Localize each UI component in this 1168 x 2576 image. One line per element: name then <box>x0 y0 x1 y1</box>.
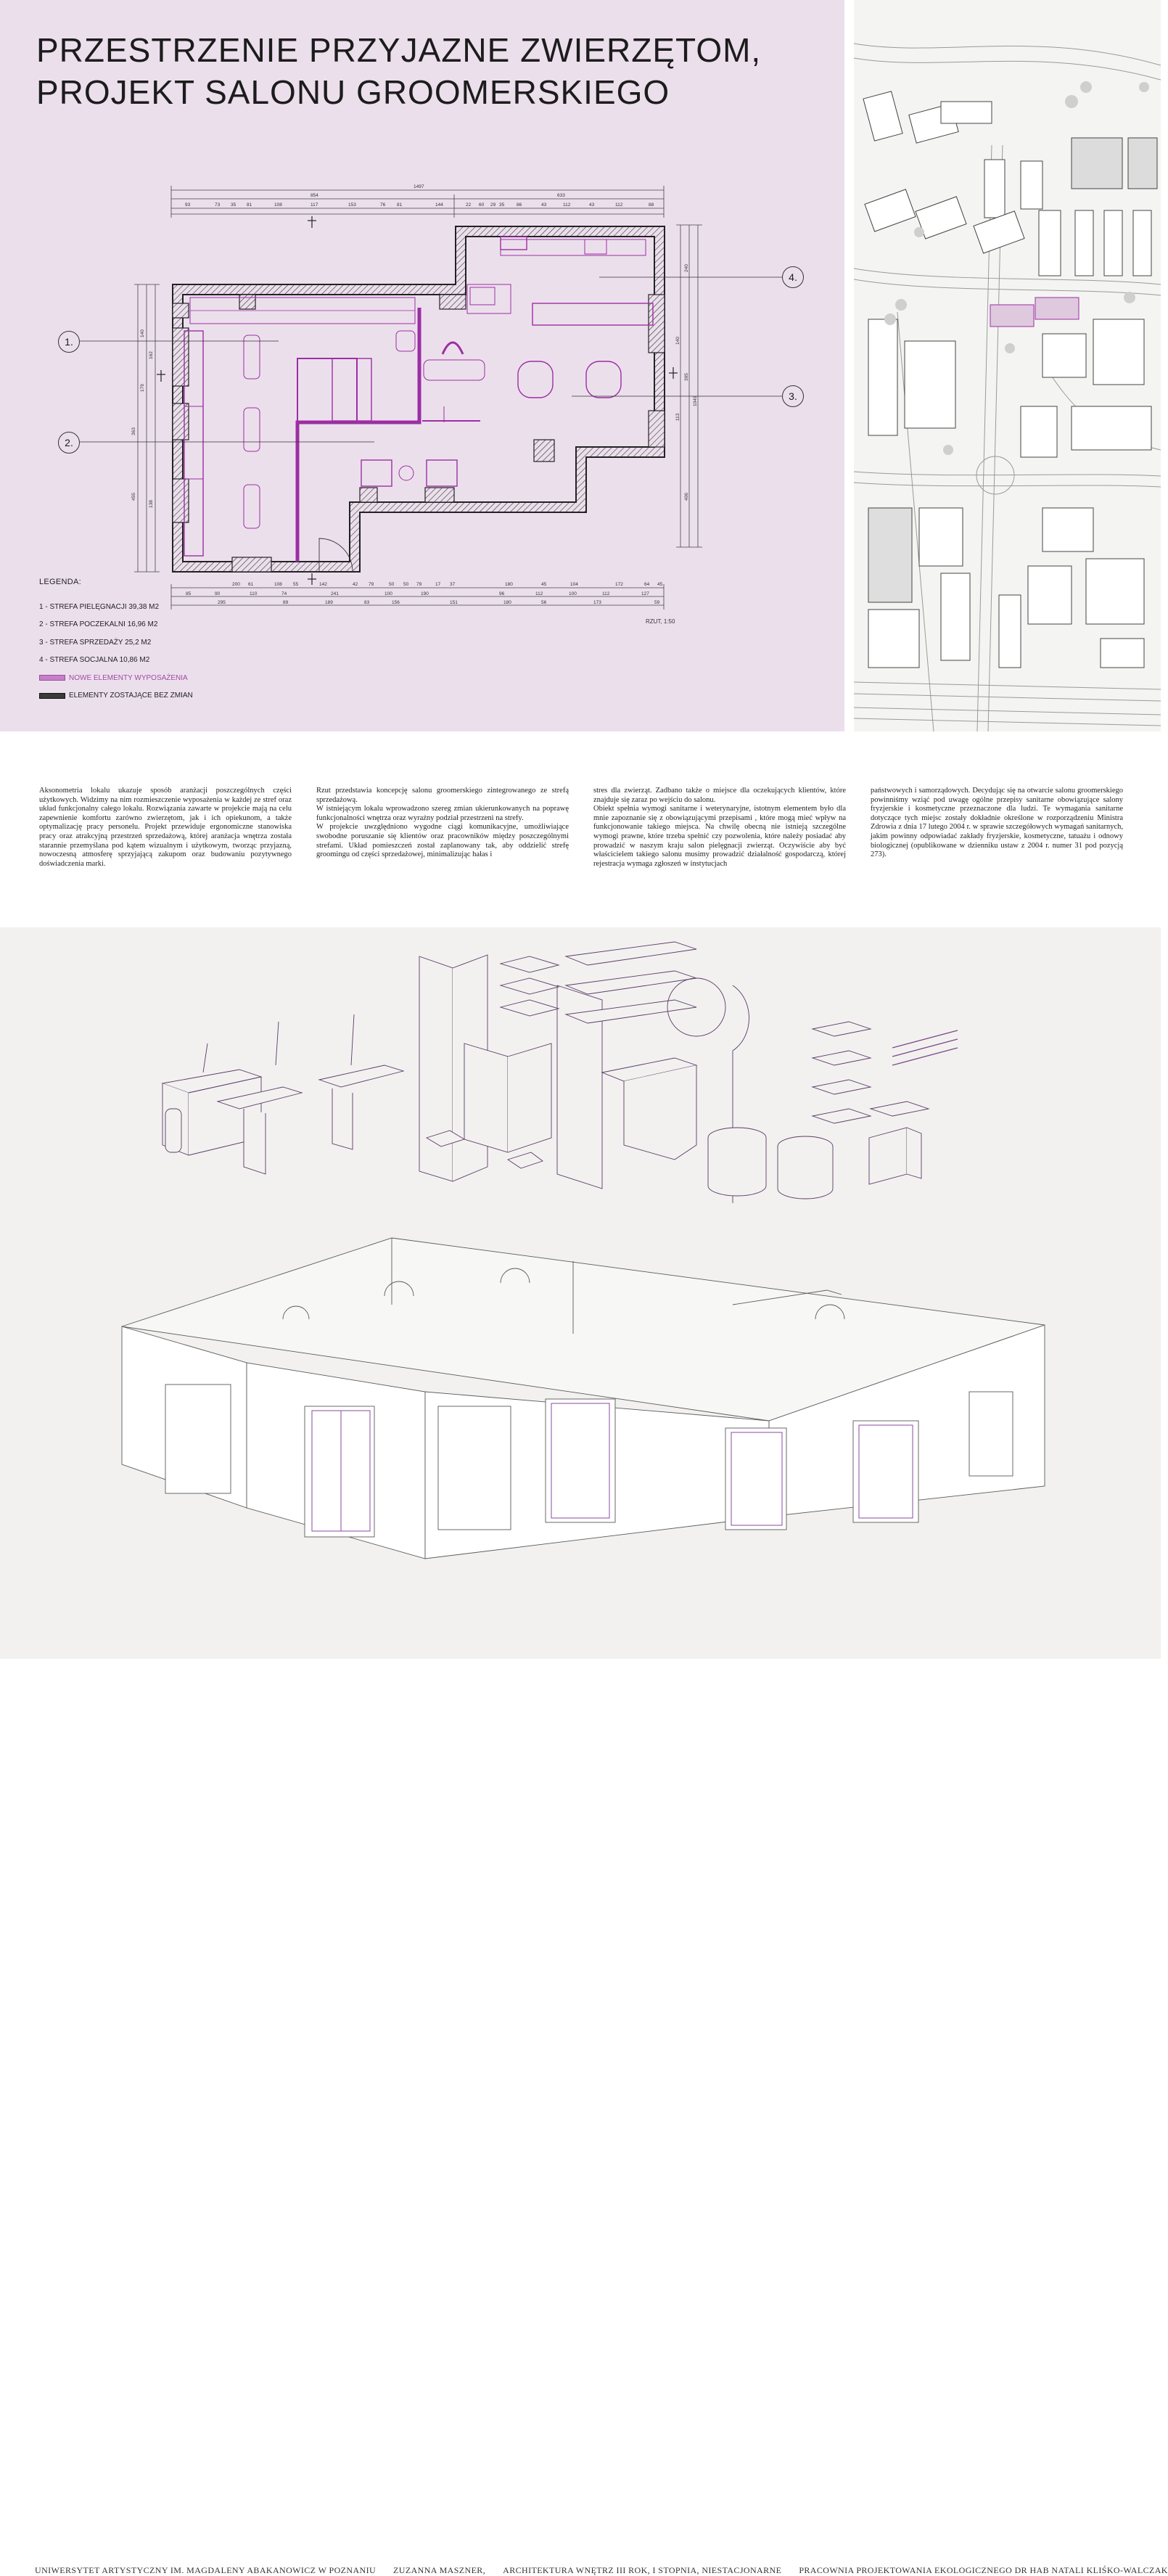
svg-text:81: 81 <box>397 202 403 208</box>
dark-swatch-icon <box>39 693 65 699</box>
legend <box>39 578 193 705</box>
svg-text:180: 180 <box>503 600 511 605</box>
legend-item: 3 - STREFA SPRZEDAŻY 25,2 M2 <box>39 638 152 647</box>
svg-text:112: 112 <box>563 202 571 208</box>
footer-course: ARCHITEKTURA WNĘTRZ III ROK, I STOPNIA, NIESTACJONARNE <box>503 2565 782 2575</box>
svg-text:172: 172 <box>615 582 623 587</box>
title-line-2: PROJEKT SALONU GROOMERSKIEGO <box>36 73 670 111</box>
svg-text:140: 140 <box>675 337 680 345</box>
svg-text:153: 153 <box>348 202 356 208</box>
svg-text:45: 45 <box>657 582 663 587</box>
text-column-4 <box>871 787 1123 860</box>
svg-text:104: 104 <box>570 582 578 587</box>
text-column-3 <box>593 787 846 869</box>
svg-text:22: 22 <box>466 202 472 208</box>
wall-hooks <box>892 1030 958 1065</box>
svg-text:112: 112 <box>602 591 610 596</box>
svg-text:179: 179 <box>140 384 145 392</box>
svg-text:363: 363 <box>131 427 136 435</box>
column-paragraph: Rzut przedstawia koncepcję salonu groomerskiego zintegrowanego ze strefą sprzedażową. W istniejącym lokalu wprowadzono szereg zmian ukierunkowanych na poprawę funkcjonalności wnętrza oraz wyraźny podział przestrzeni na strefy. W projekcie uwzględniono wygodne ciągi komunikacyjne, umożliwiające swobodne poruszanie się klientów oraz pracowników między poszczególnymi strefami. Układ pomieszczeń został zaplanowany tak, aby oddzielić strefę groomingu od części sprzedażowej, minimalizując hałas i <box>316 787 569 859</box>
svg-text:108: 108 <box>274 582 282 587</box>
svg-text:144: 144 <box>435 202 443 208</box>
dim-total: 1497 <box>414 184 424 189</box>
text-column-2 <box>316 787 569 860</box>
svg-text:81: 81 <box>247 202 252 208</box>
section-marks <box>157 216 678 585</box>
axonometry-drawing <box>0 927 1161 1659</box>
svg-text:43: 43 <box>589 202 595 208</box>
zone-label-2: 2. <box>58 432 80 454</box>
svg-text:86: 86 <box>517 202 522 208</box>
svg-text:60: 60 <box>479 202 485 208</box>
svg-text:96: 96 <box>499 591 505 596</box>
purple-swatch-icon <box>39 675 65 681</box>
svg-text:76: 76 <box>380 202 386 208</box>
zone-label-3: 3. <box>782 385 804 407</box>
legend-item: 4 - STREFA SOCJALNA 10,86 M2 <box>39 656 150 665</box>
svg-text:83: 83 <box>364 600 370 605</box>
svg-text:295: 295 <box>218 600 226 605</box>
svg-text:455: 455 <box>131 493 136 501</box>
svg-text:142: 142 <box>319 582 327 587</box>
footer-studio: PRACOWNIA PROJEKTOWANIA EKOLOGICZNEGO DR HAB NATALI KLIŚKO-WALCZAK <box>799 2565 1168 2575</box>
svg-text:50: 50 <box>389 582 395 587</box>
zone-label-4: 4. <box>782 266 804 288</box>
site-map <box>854 0 1161 731</box>
svg-text:93: 93 <box>185 202 191 208</box>
svg-text:108: 108 <box>274 202 282 208</box>
description-text <box>39 787 1122 881</box>
title-line-1: PRZESTRZENIE PRZYJAZNE ZWIERZĘTOM, <box>36 31 762 69</box>
svg-text:127: 127 <box>641 591 649 596</box>
svg-text:85: 85 <box>186 591 192 596</box>
svg-text:162: 162 <box>149 351 154 359</box>
svg-text:140: 140 <box>140 329 145 337</box>
plan-scale: RZUT, 1:50 <box>646 618 675 625</box>
exploded-furniture <box>163 942 929 1203</box>
svg-text:43: 43 <box>541 202 547 208</box>
svg-text:1049: 1049 <box>693 395 698 406</box>
poster-footer <box>35 2565 1168 2576</box>
dim-right-part: 633 <box>557 193 565 198</box>
svg-text:61: 61 <box>248 582 254 587</box>
footer-author: ZUZANNA MASZNER, <box>393 2565 486 2575</box>
column-paragraph: państwowych i samorządowych. Decydując się na otwarcie salonu groomerskiego powinniśmy wziąć pod uwagę ogólne przepisy sanitarne obowiązujące salony fryzjerskie i kosmetyczne przeznaczone dla ludzi. Te wymagania sanitarne dotyczące tych miejsc zostały dokładnie określone w rozporządzeniu Ministra Zdrowia z dnia 17 lutego 2004 r. w sprawie szczegółowych wymagań sanitarnych, jakim powinny odpowiadać zakłady fryzjerskie, kosmetyczne, tatuażu i odnowy biologicznej (opublikowane w dzienniku ustaw z 2004 r. numer 31 pod pozycją 273). <box>871 787 1123 859</box>
svg-text:112: 112 <box>535 591 543 596</box>
svg-text:42: 42 <box>353 582 358 587</box>
svg-text:241: 241 <box>331 591 339 596</box>
legend-item: 1 - STREFA PIELĘGNACJI 39,38 M2 <box>39 602 160 611</box>
svg-text:110: 110 <box>250 591 258 596</box>
svg-text:56: 56 <box>541 600 547 605</box>
svg-text:35: 35 <box>499 202 505 208</box>
legend-title: LEGENDA: <box>39 578 82 586</box>
legend-new-label: NOWE ELEMENTY WYPOSAŻENIA <box>69 673 188 682</box>
svg-text:29: 29 <box>490 202 496 208</box>
site-map-drawing <box>854 0 1161 731</box>
svg-text:79: 79 <box>369 582 374 587</box>
column-paragraph: stres dla zwierząt. Zadbano także o miejsce dla oczekujących klientów, które znajduje się zaraz po wejściu do salonu. Obiekt spełnia wymogi sanitarne i weterynaryjne, istotnym elementem było dla mnie zapoznanie się z obowiązującymi przepisami , które mogą mieć wpływ na funkcjonowanie takiego miejsca. Na chwilę obecną nie istnieją szczególne wymogi prawne, które trzeba spełnić czy pozwolenia, które należy posiadać aby prowadzić w naszym kraju salon pielęgnacji zwierząt. Oczywiście aby być właścicielem takiego salonu musimy prowadzić działalność gospodarczą, której rejestracja wymaga zgłoszeń w instytucjach <box>593 787 846 868</box>
svg-text:79: 79 <box>416 582 422 587</box>
legend-existing-label: ELEMENTY ZOSTAJĄCE BEZ ZMIAN <box>69 692 193 700</box>
svg-text:156: 156 <box>392 600 400 605</box>
svg-text:180: 180 <box>505 582 513 587</box>
legend-new-elements <box>39 669 193 687</box>
footer-university: UNIWERSYTET ARTYSTYCZNY IM. MAGDALENY ABAKANOWICZ W POZNANIU <box>35 2565 377 2575</box>
svg-text:395: 395 <box>684 373 689 381</box>
svg-text:138: 138 <box>149 500 154 508</box>
svg-text:73: 73 <box>215 202 221 208</box>
svg-text:17: 17 <box>435 582 441 587</box>
svg-text:240: 240 <box>684 264 689 272</box>
svg-text:189: 189 <box>325 600 333 605</box>
svg-text:151: 151 <box>450 600 458 605</box>
svg-text:37: 37 <box>450 582 456 587</box>
column-paragraph: Aksonometria lokalu ukazuje sposób aranżacji poszczególnych części użytkowych. Widzimy na nim rozmieszczenie wyposażenia w każdej ze stref oraz układ funkcjonalny całego lokalu. Rozwiązania zawarte w projekcie mają na celu zapewnienie komfortu zarówno zwierzętom, jak i ich opiekunom, a także optymalizację pracy personelu. Projekt przewiduje ergonomiczne stanowiska pracy oraz atrakcyjną przestrzeń sprzedażową, której aranżacja wnętrza została starannie przemyślana pod kątem wizualnym i użytkowym, tworząc przyjazną, nowoczesną atmosferę sprzyjającą zakupom oraz budowaniu pozytywnego doświadczenia marki. <box>39 787 292 868</box>
svg-text:55: 55 <box>293 582 299 587</box>
text-column-1 <box>39 787 292 869</box>
svg-text:100: 100 <box>569 591 577 596</box>
legend-item: 2 - STREFA POCZEKALNI 16,96 M2 <box>39 620 158 629</box>
svg-text:406: 406 <box>684 493 689 501</box>
dim-left-part: 854 <box>310 193 318 198</box>
axonometric-shell <box>122 1238 1045 1559</box>
svg-text:45: 45 <box>541 582 547 587</box>
svg-text:100: 100 <box>384 591 392 596</box>
svg-text:200: 200 <box>232 582 240 587</box>
svg-text:35: 35 <box>231 202 237 208</box>
svg-text:90: 90 <box>215 591 221 596</box>
svg-text:112: 112 <box>615 202 623 208</box>
svg-text:59: 59 <box>654 600 660 605</box>
svg-text:113: 113 <box>675 413 680 421</box>
svg-text:50: 50 <box>403 582 409 587</box>
zone-label-1: 1. <box>58 331 80 353</box>
floor-plan-panel <box>0 0 844 731</box>
axonometry-panel <box>0 927 1168 2575</box>
svg-text:88: 88 <box>649 202 654 208</box>
svg-text:74: 74 <box>281 591 287 596</box>
svg-text:117: 117 <box>310 202 318 208</box>
dimension-numbers <box>131 184 698 605</box>
legend-existing-elements <box>39 687 193 705</box>
svg-text:190: 190 <box>421 591 429 596</box>
svg-text:173: 173 <box>593 600 601 605</box>
svg-text:64: 64 <box>644 582 650 587</box>
svg-text:89: 89 <box>283 600 289 605</box>
